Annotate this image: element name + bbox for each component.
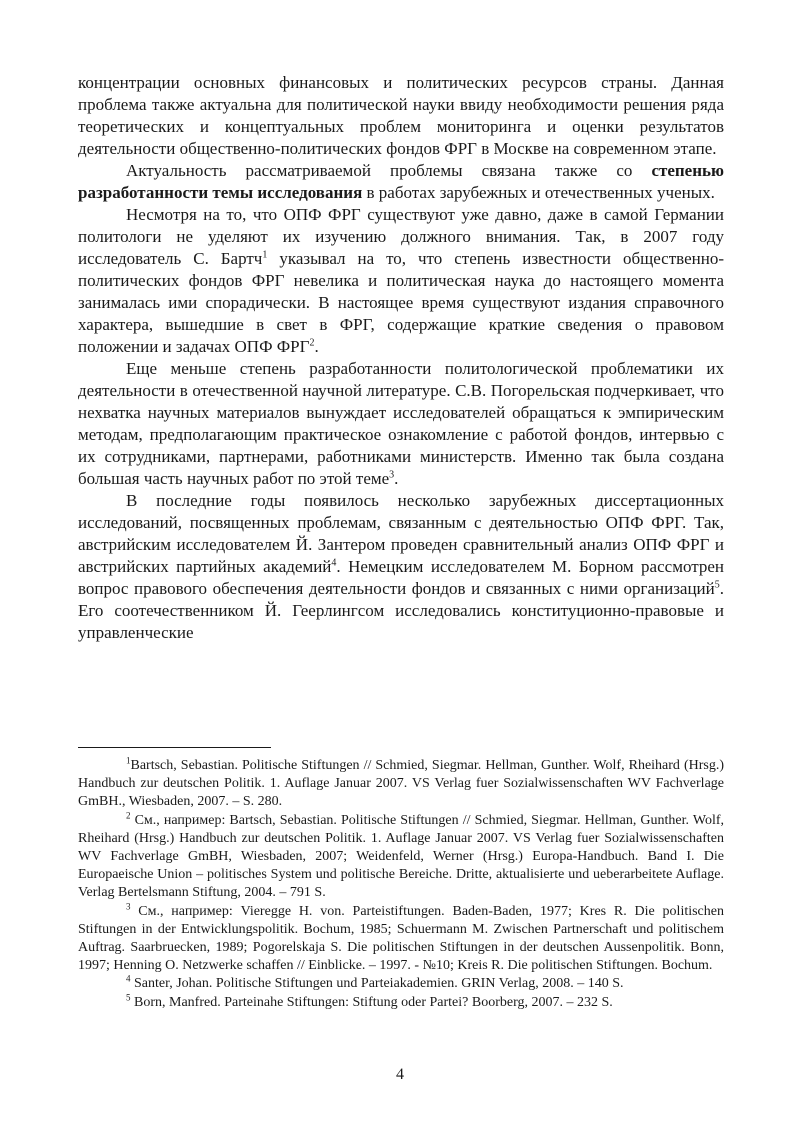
text-run: указывал на то, что степень известности общественно-политических фондов ФРГ невелика и политическая наука до настоящего момента занималась ими спорадически. В настоящее время существуют издания справочного характера, вышедшие в свет в ФРГ, содержащие краткие сведения о правовом положении и задачах ОПФ ФРГ xyxy=(78,249,724,356)
footnote-reference: 2 xyxy=(126,809,131,820)
text-run: См., например: Bartsch, Sebastian. Politische Stiftungen // Schmied, Siegmar. Hellman, Gunther. Wolf, Rheihard (Hrsg.) Handbuch zur deutschen Politik. 1. Auflage Januar 2007. VS Verlag fuer Sozialwissenschaften WV Fachverlage GmBH, Wiesbaden, 2007; Weidenfeld, Werner (Hrsg.) Europa-Handbuch. Band I. Die Europaeische Union – politisches System und politische Bereiche. Dritte, aktualisierte und ueberarbeitete Auflage. Verlag Bertelsmann Stiftung, 2004. – 791 S. xyxy=(78,812,724,901)
paragraph xyxy=(78,160,724,204)
text-run: концентрации основных финансовых и политических ресурсов страны. Данная проблема также актуальна для политической науки ввиду необходимости решения ряда теоретических и концептуальных проблем мониторинга и оценки результатов деятельности общественно-политических фондов ФРГ в Москве на современном этапе. xyxy=(78,73,724,158)
text-run: Актуальность рассматриваемой проблемы связана также со xyxy=(126,161,652,180)
text-run: Несмотря на то, что ОПФ ФРГ существуют уже давно, даже в самой Германии политологи не уделяют их изучению должного внимания. Так, в 2007 году исследователь С. Бартч xyxy=(78,205,724,268)
footnote-reference: 3 xyxy=(389,469,395,481)
bold-phrase: степенью разработанности темы исследования xyxy=(78,161,724,202)
text-run: См., например: Vieregge H. von. Parteistiftungen. Baden-Baden, 1977; Kres R. Die politischen Stiftungen in der Entwicklungspolitik. Bochum, 1985; Schuermann M. Zwischen Partnerschaft und politischem Auftrag. Saarbruecken, 1989; Pogorelskaja S. Die politischen Stiftungen in der deutschen Aussenpolitik. Bonn, 1997; Henning O. Netzwerke schaffen // Einblicke. – 1997. - №10; Kreis R. Die politischen Stiftungen. Bochum. xyxy=(78,903,724,974)
footnote-reference: 3 xyxy=(126,900,131,911)
paragraph xyxy=(78,72,724,160)
text-run: Bartsch, Sebastian. Politische Stiftungen // Schmied, Siegmar. Hellman, Gunther. Wolf, Rheihard (Hrsg.) Handbuch zur deutschen Politik. 1. Auflage Januar 2007. VS Verlag fuer Sozialwissenschaften WV Fachverlage GmBH., Wiesbaden, 2007. – S. 280. xyxy=(78,758,724,810)
text-run: В последние годы появилось несколько зарубежных диссертационных исследований, посвященных проблемам, связанным с деятельностью ОПФ ФРГ. Так, австрийским исследователем Й. Зантером проведен сравнительный анализ ОПФ ФРГ и австрийских партийных академий xyxy=(78,491,724,576)
text-run: . Его соотечественником Й. Геерлингсом исследовались конституционно-правовые и управленческие xyxy=(78,579,724,642)
footnote xyxy=(78,975,724,993)
text-run: . xyxy=(394,469,399,488)
page-number: 4 xyxy=(396,1066,404,1083)
text-run: . Немецким исследователем М. Борном рассмотрен вопрос правового обеспечения деятельности фондов и связанных с ними организаций xyxy=(78,557,725,598)
footnote-reference: 5 xyxy=(714,579,720,591)
paragraph xyxy=(78,204,724,358)
footnote-reference: 4 xyxy=(331,557,337,569)
footnote xyxy=(78,809,724,903)
footnotes xyxy=(78,757,724,1012)
footnote xyxy=(78,900,724,976)
paragraph xyxy=(78,490,724,644)
text-run: Еще меньше степень разработанности политологической проблематики их деятельности в отечественной научной литературе. С.В. Погорельская подчеркивает, что нехватка научных материалов вынуждает исследователей обращаться к эмпирическим методам, предполагающим практическое ознакомление с работой фондов, интервью с их сотрудниками, партнерами, работниками министерств. Именно так была создана большая часть научных работ по этой теме xyxy=(78,359,724,488)
text-run: . xyxy=(314,337,319,356)
footnote-reference: 5 xyxy=(126,991,131,1002)
footnote-reference: 4 xyxy=(126,973,131,984)
body-text xyxy=(78,72,724,644)
paragraph xyxy=(78,358,724,490)
text-run: Born, Manfred. Parteinahe Stiftungen: Stiftung oder Partei? Boorberg, 2007. – 232 S. xyxy=(130,994,613,1010)
footnote-reference: 1 xyxy=(262,249,268,261)
footnote xyxy=(78,991,724,1012)
footnote-separator xyxy=(78,747,271,748)
text-run: Santer, Johan. Politische Stiftungen und Parteiakademien. GRIN Verlag, 2008. – 140 S. xyxy=(130,976,624,992)
footnote-reference: 2 xyxy=(309,337,315,349)
footnote-reference: 1 xyxy=(126,755,131,766)
text-run: в работах зарубежных и отечественных ученых. xyxy=(362,183,715,202)
footnote xyxy=(78,757,724,812)
